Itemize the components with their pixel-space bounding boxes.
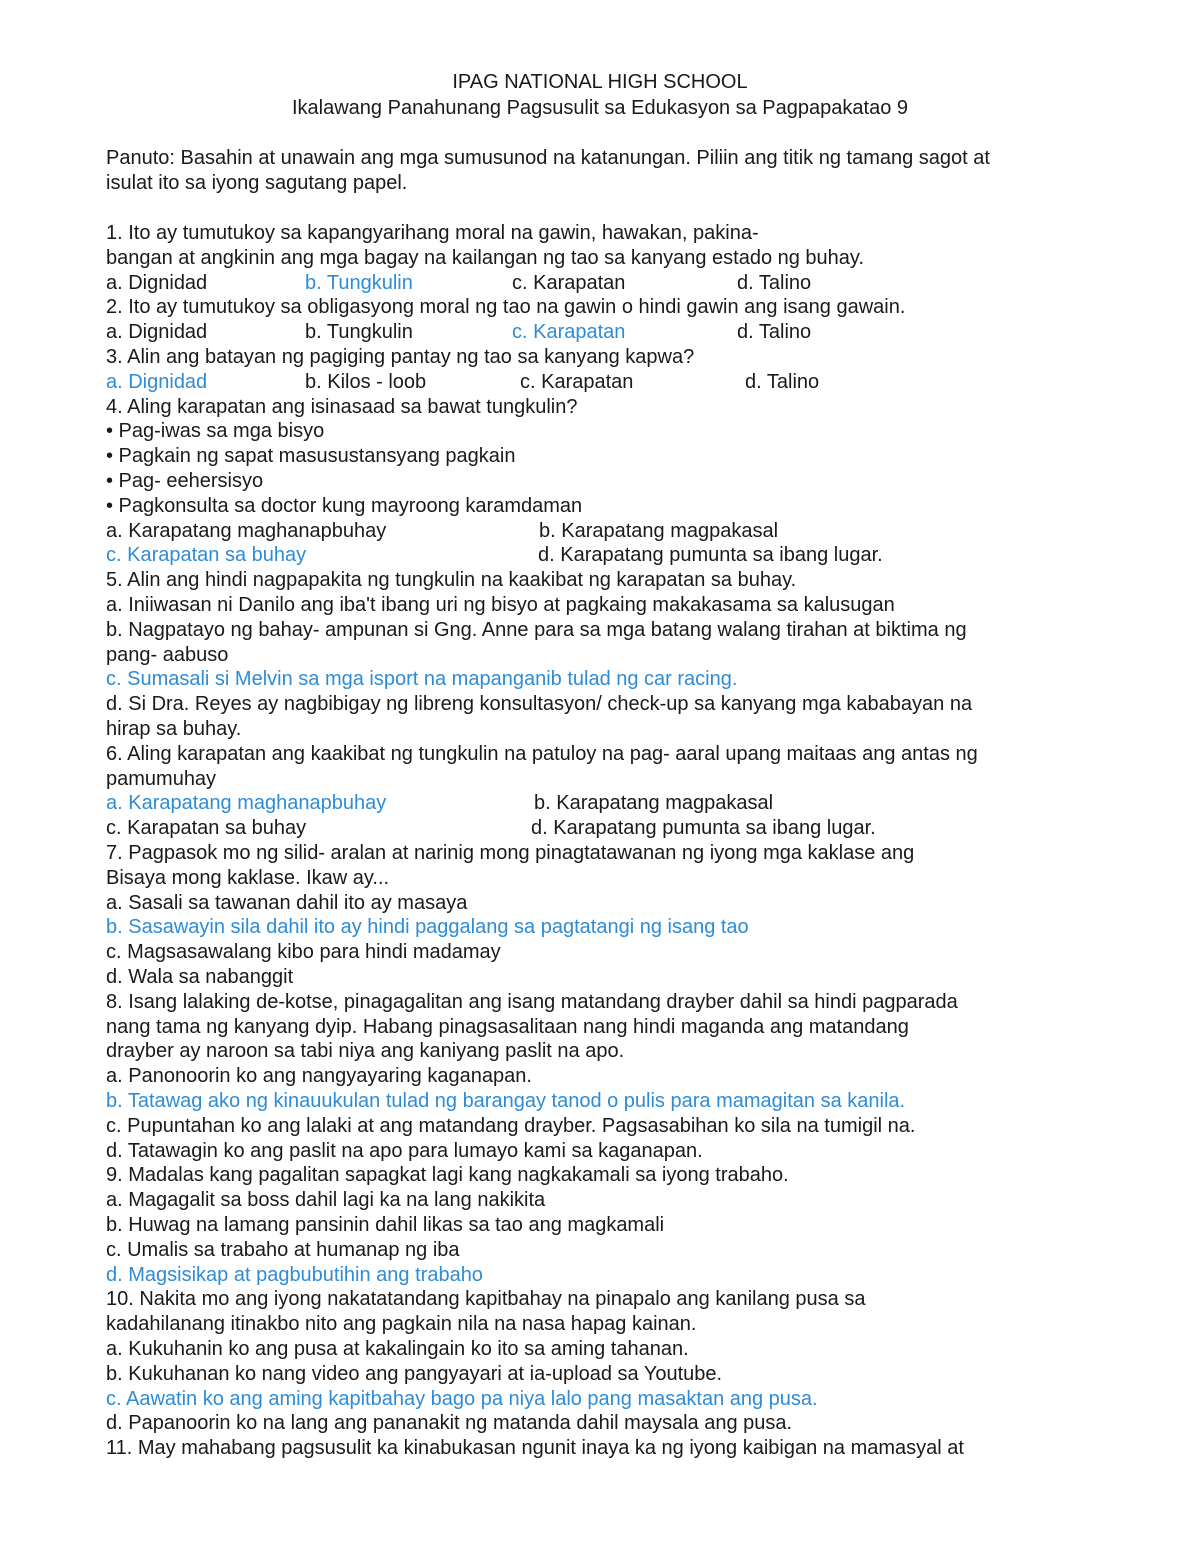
line-text: 9. Madalas kang pagalitan sapagkat lagi kang nagkakamali sa iyong trabaho.: [106, 1164, 789, 1187]
line-text: pamumuhay: [106, 767, 217, 790]
document-line: [106, 568, 1106, 593]
line-text: b. Kukuhanan ko nang video ang pangyayari at ia-upload sa Youtube.: [106, 1362, 723, 1385]
line-text: c. Magsasawalang kibo para hindi madamay: [106, 941, 501, 964]
line-text: a. Dignidad: [106, 321, 208, 344]
answer-text: c. Aawatin ko ang aming kapitbahay bago pa niya lalo pang masaktan ang pusa.: [106, 1387, 818, 1410]
line-text: bangan at angkinin ang mga bagay na kailangan ng tao sa kanyang estado ng buhay.: [106, 246, 864, 269]
document-line: [106, 742, 1106, 767]
document-line: [106, 940, 1106, 965]
exam-title: Ikalawang Panahunang Pagsusulit sa Edukasyon sa Pagpapakatao 9: [291, 97, 908, 119]
document-line: [106, 1312, 1106, 1337]
instructions-line: isulat ito sa iyong sagutang papel.: [106, 172, 408, 194]
line-text: d. Talino: [737, 321, 812, 344]
line-text: d. Karapatang pumunta sa ibang lugar.: [531, 817, 876, 840]
line-text: a. Iniiwasan ni Danilo ang iba't ibang uri ng bisyo at pagkaing makakasama sa kalusugan: [106, 594, 895, 616]
document-line: [106, 1039, 1106, 1064]
line-text: • Pag-iwas sa mga bisyo: [106, 420, 325, 443]
document-line: [106, 221, 1106, 246]
document-line: [106, 1287, 1106, 1312]
line-text: a. Dignidad: [106, 271, 208, 294]
document-line: [106, 469, 1106, 494]
document-line: [106, 717, 1106, 742]
line-text: d. Si Dra. Reyes ay nagbibigay ng libreng konsultasyon/ check-up sa kanyang mga kababayan na: [106, 693, 973, 716]
line-text: pang- aabuso: [106, 643, 229, 666]
line-text: • Pagkonsulta sa doctor kung mayroong karamdaman: [106, 494, 583, 517]
line-text: 7. Pagpasok mo ng silid- aralan at narinig mong pinagtatawanan ng iyong mga kaklase ang: [106, 842, 915, 864]
document-line: [106, 1337, 1106, 1362]
answer-text: c. Karapatan: [512, 321, 626, 344]
answer-text: c. Karapatan sa buhay: [106, 544, 307, 567]
line-text: 8. Isang lalaking de-kotse, pinagagalitan ang isang matandang drayber dahil sa hindi pagparada: [106, 990, 958, 1013]
document-line: [106, 618, 1106, 643]
line-text: d. Talino: [737, 271, 812, 294]
document-line: [106, 667, 1106, 692]
answer-text: b. Sasawayin sila dahil ito ay hindi paggalang sa pagtatangi ng isang tao: [106, 916, 749, 939]
instructions-line: Panuto: Basahin at unawain ang mga sumusunod na katanungan. Piliin ang titik ng tamang sagot at: [106, 147, 990, 169]
answer-text: a. Dignidad: [106, 370, 208, 393]
line-text: a. Sasali sa tawanan dahil ito ay masaya: [106, 891, 468, 914]
document-line: [106, 494, 1106, 519]
school-name: IPAG NATIONAL HIGH SCHOOL: [452, 71, 748, 93]
answer-text: b. Tatawag ako ng kinauukulan tulad ng barangay tanod o pulis para mamagitan sa kanila.: [106, 1090, 906, 1112]
document-line: [106, 395, 1106, 420]
line-text: 3. Alin ang batayan ng pagiging pantay ng tao sa kanyang kapwa?: [106, 346, 695, 368]
line-text: b. Kilos - loob: [305, 370, 427, 393]
document-line: [106, 643, 1106, 668]
document-line: [106, 1015, 1106, 1040]
line-text: 4. Aling karapatan ang isinasaad sa bawat tungkulin?: [106, 395, 578, 418]
line-text: 5. Alin ang hindi nagpapakita ng tungkulin na kaakibat ng karapatan sa buhay.: [106, 569, 797, 592]
document-line: [106, 1436, 1106, 1461]
line-text: b. Huwag na lamang pansinin dahil likas sa tao ang magkamali: [106, 1214, 665, 1236]
document-line: [106, 543, 1106, 568]
document-line: [106, 444, 1106, 469]
document-line: [106, 965, 1106, 990]
line-text: a. Karapatang maghanapbuhay: [106, 519, 387, 542]
document-line: [106, 271, 1106, 296]
document-line: [106, 990, 1106, 1015]
line-text: • Pag- eehersisyo: [106, 470, 264, 492]
document-line: [106, 891, 1106, 916]
line-text: 11. May mahabang pagsusulit ka kinabukasan ngunit inaya ka ng iyong kaibigan na mamasyal at: [106, 1437, 964, 1460]
line-text: c. Karapatan sa buhay: [106, 817, 307, 840]
line-text: Bisaya mong kaklase. Ikaw ay...: [106, 866, 390, 889]
line-text: d. Papanoorin ko na lang ang pananakit ng matanda dahil maysala ang pusa.: [106, 1412, 793, 1435]
document-line: [106, 1411, 1106, 1436]
line-text: c. Karapatan: [520, 370, 634, 393]
line-text: c. Umalis sa trabaho at humanap ng iba: [106, 1238, 460, 1261]
line-text: b. Nagpatayo ng bahay- ampunan si Gng. Anne para sa mga batang walang tirahan at biktima ng: [106, 618, 967, 641]
line-text: 6. Aling karapatan ang kaakibat ng tungkulin na patuloy na pag- aaral upang maitaas ang antas ng: [106, 742, 978, 765]
document-line: [106, 593, 1106, 618]
line-text: a. Magagalit sa boss dahil lagi ka na lang nakikita: [106, 1189, 546, 1212]
line-text: b. Karapatang magpakasal: [539, 519, 779, 542]
document-line: [106, 1064, 1106, 1089]
document-line: [106, 1114, 1106, 1139]
document-line: [106, 1387, 1106, 1412]
line-text: b. Tungkulin: [305, 321, 413, 344]
document-line: [106, 345, 1106, 370]
line-text: c. Karapatan: [512, 271, 626, 294]
document-line: [106, 519, 1106, 544]
line-text: 10. Nakita mo ang iyong nakatatandang kapitbahay na pinapalo ang kanilang pusa sa: [106, 1288, 866, 1311]
answer-text: d. Magsisikap at pagbubutihin ang trabaho: [106, 1263, 483, 1286]
line-text: a. Kukuhanin ko ang pusa at kakalingain ko ito sa aming tahanan.: [106, 1338, 689, 1360]
line-text: 1. Ito ay tumutukoy sa kapangyarihang moral na gawin, hawakan, pakina-: [106, 222, 759, 244]
line-text: • Pagkain ng sapat masusustansyang pagkain: [106, 445, 516, 468]
line-text: c. Pupuntahan ko ang lalaki at ang matandang drayber. Pagsasabihan ko sila na tumigil na.: [106, 1114, 916, 1137]
line-text: 2. Ito ay tumutukoy sa obligasyong moral ng tao na gawin o hindi gawin ang isang gawain.: [106, 296, 906, 319]
document-line: [106, 1362, 1106, 1387]
document-line: [106, 1139, 1106, 1164]
line-text: d. Karapatang pumunta sa ibang lugar.: [538, 544, 883, 567]
document-line: [106, 841, 1106, 866]
document-line: [106, 1089, 1106, 1114]
document-line: [106, 320, 1106, 345]
document-line: [106, 1188, 1106, 1213]
answer-text: c. Sumasali si Melvin sa mga isport na mapanganib tulad ng car racing.: [106, 668, 738, 691]
line-text: drayber ay naroon sa tabi niya ang kaniyang paslit na apo.: [106, 1040, 625, 1063]
document-line: [106, 692, 1106, 717]
document-line: [106, 791, 1106, 816]
answer-text: a. Karapatang maghanapbuhay: [106, 792, 387, 815]
line-text: kadahilanang itinakbo nito ang pagkain nila na nasa hapag kainan.: [106, 1313, 697, 1336]
document-line: [106, 1213, 1106, 1238]
line-text: a. Panonoorin ko ang nangyayaring kaganapan.: [106, 1065, 532, 1088]
document-line: [106, 767, 1106, 792]
document-line: [106, 1163, 1106, 1188]
document-line: [106, 246, 1106, 271]
document-line: [106, 915, 1106, 940]
line-text: hirap sa buhay.: [106, 718, 242, 740]
answer-text: b. Tungkulin: [305, 271, 413, 294]
line-text: d. Wala sa nabanggit: [106, 966, 294, 988]
document-line: [106, 866, 1106, 891]
document-line: [106, 419, 1106, 444]
line-text: nang tama ng kanyang dyip. Habang pinagsasalitaan nang hindi maganda ang matandang: [106, 1015, 909, 1038]
line-text: d. Tatawagin ko ang paslit na apo para lumayo kami sa kaganapan.: [106, 1139, 703, 1162]
line-text: d. Talino: [745, 370, 820, 393]
document-line: [106, 370, 1106, 395]
document-line: [106, 1263, 1106, 1288]
document-line: [106, 1238, 1106, 1263]
line-text: b. Karapatang magpakasal: [534, 792, 774, 815]
document-line: [106, 295, 1106, 320]
document-line: [106, 816, 1106, 841]
